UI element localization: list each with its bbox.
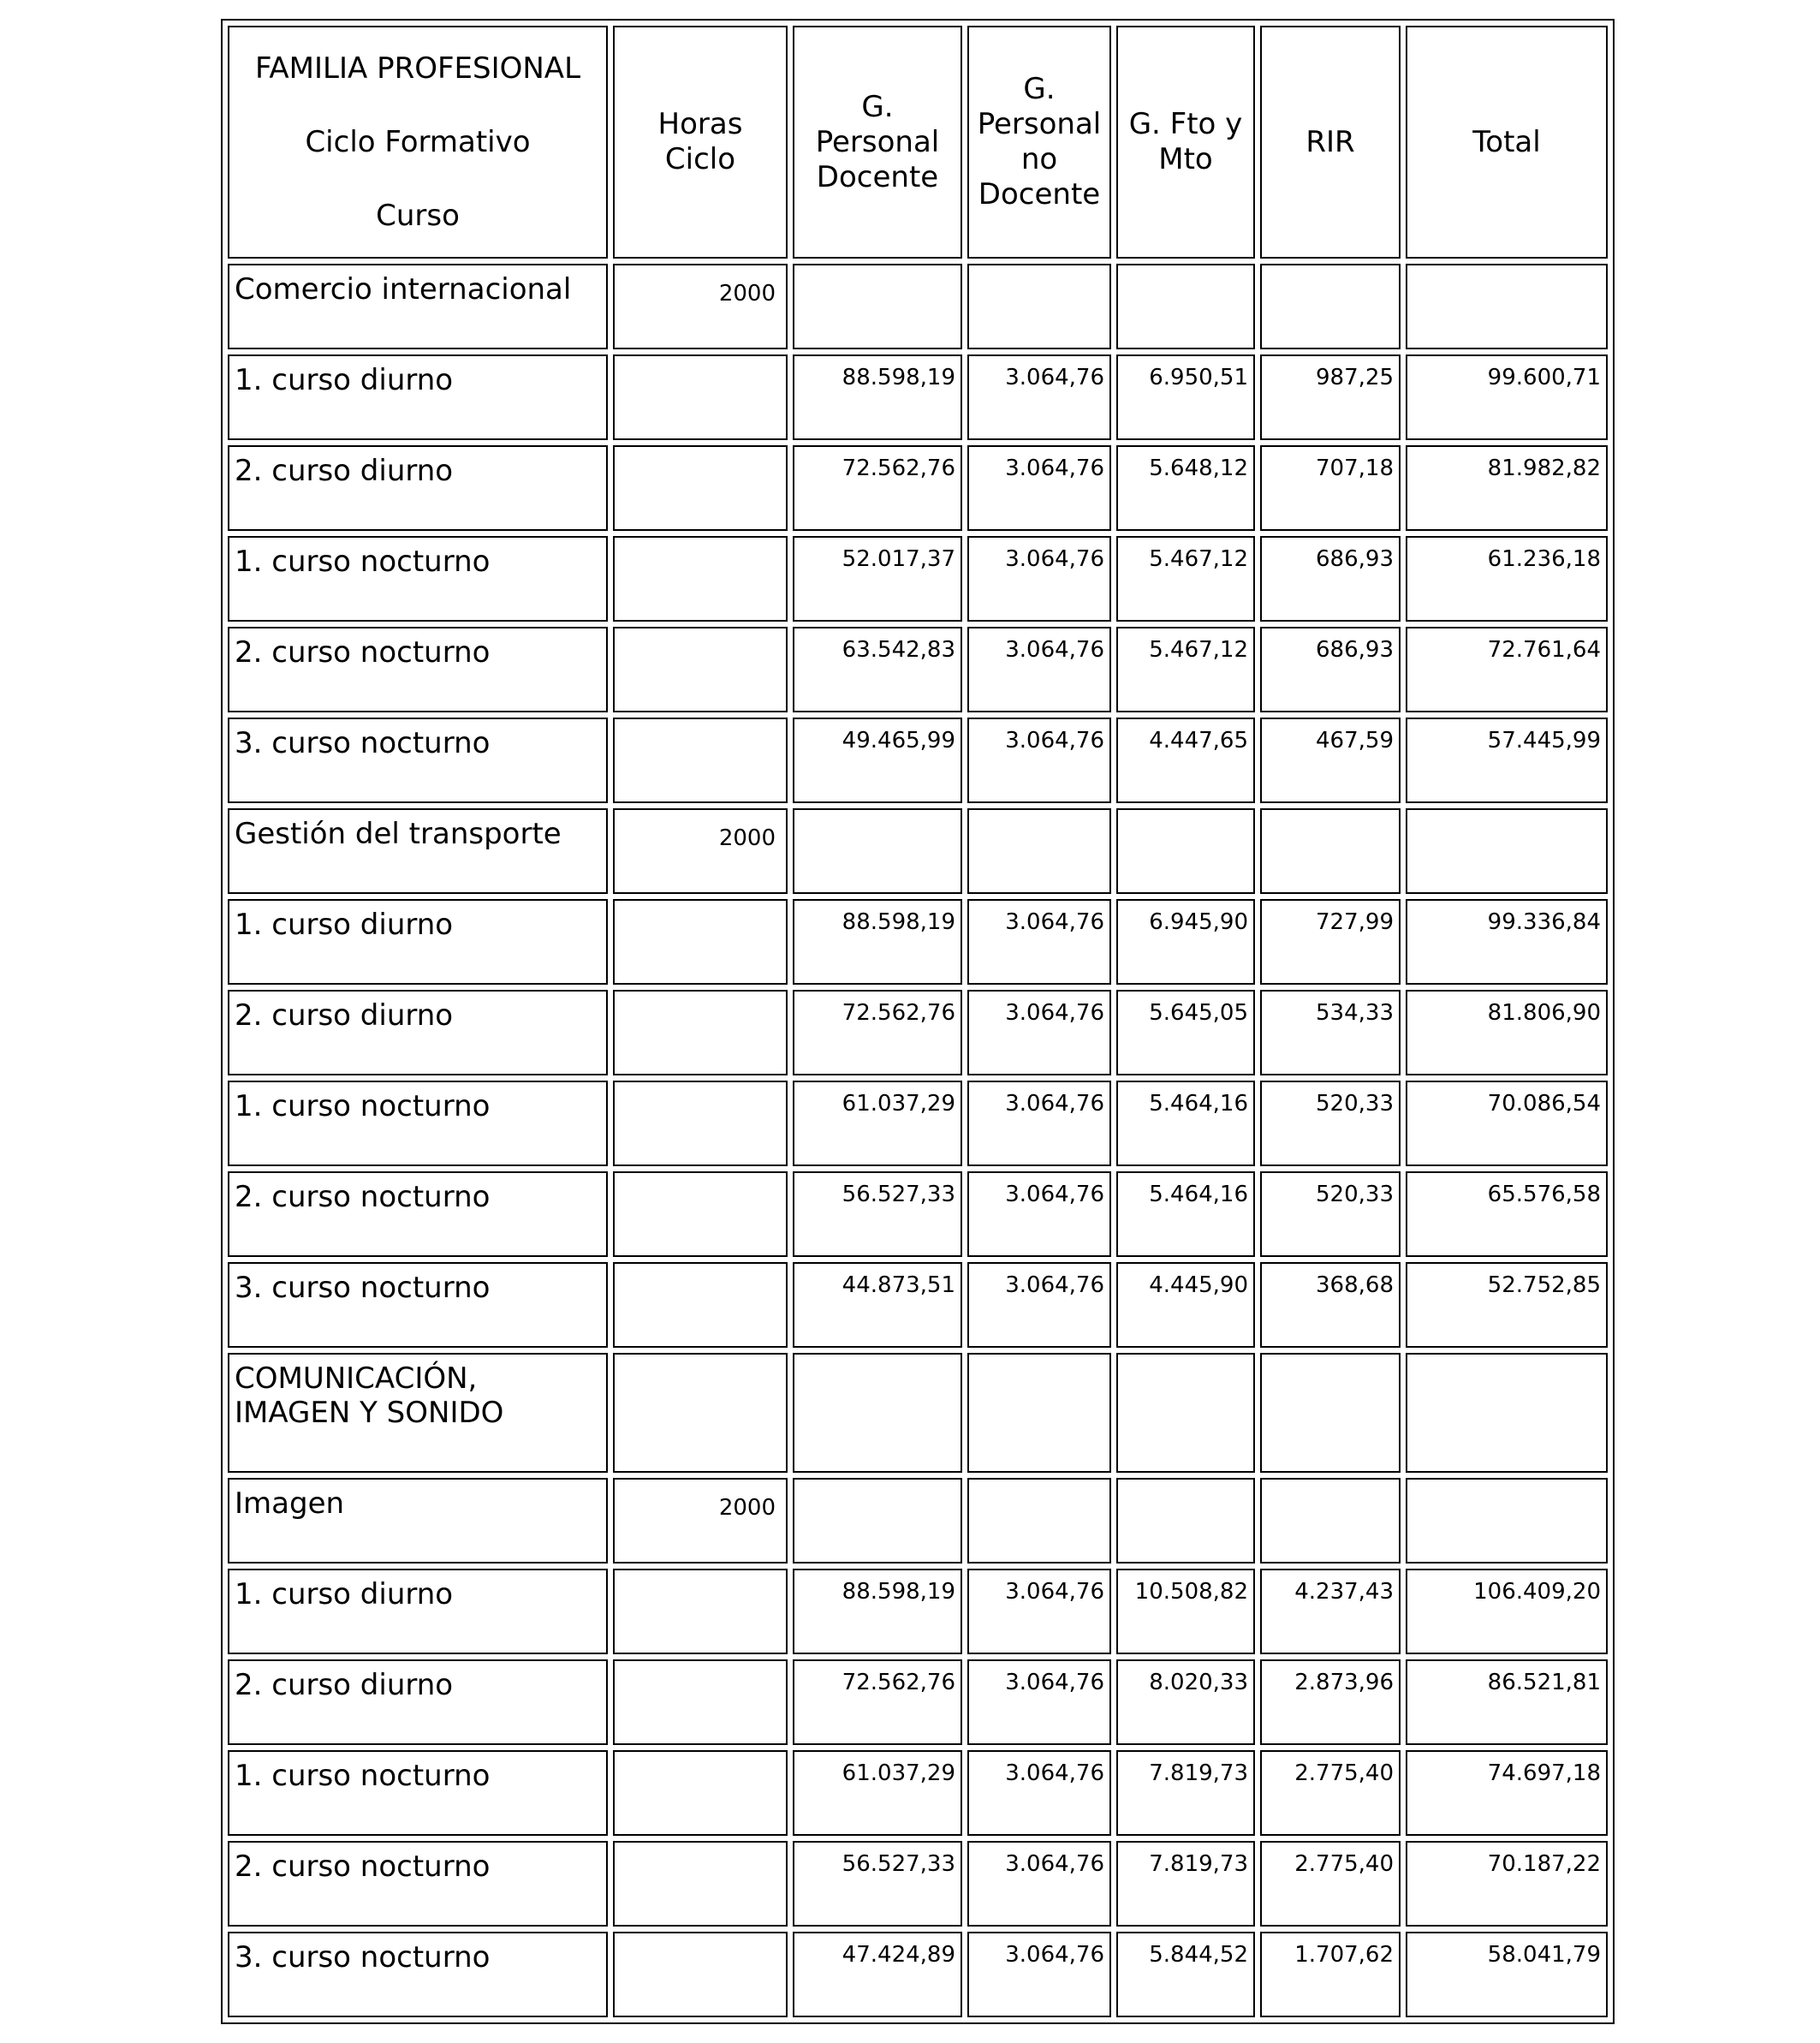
rir-cell: 686,93 (1260, 536, 1401, 622)
non-teaching-staff-cell: 3.064,76 (967, 1932, 1111, 2017)
course-label: 2. curso nocturno (228, 1171, 608, 1257)
non-teaching-staff-cell: 3.064,76 (967, 1841, 1111, 1927)
course-row (228, 990, 1608, 1075)
hours-cell (613, 1353, 788, 1473)
hours-cell (613, 1569, 788, 1654)
total-cell: 106.409,20 (1406, 1569, 1608, 1654)
hours-cell (613, 1171, 788, 1257)
total-cell (1406, 808, 1608, 894)
hours-cell: 2000 (613, 1478, 788, 1564)
non-teaching-staff-cell: 3.064,76 (967, 1171, 1111, 1257)
operation-maintenance-cell (1116, 1478, 1255, 1564)
course-label: 2. curso nocturno (228, 627, 608, 712)
course-row (228, 1081, 1608, 1166)
hours-cell: 2000 (613, 808, 788, 894)
teaching-staff-cell: 61.037,29 (793, 1750, 962, 1836)
teaching-staff-cell: 88.598,19 (793, 354, 962, 440)
course-row (228, 1932, 1608, 2017)
course-label: 2. curso diurno (228, 445, 608, 531)
total-cell: 99.600,71 (1406, 354, 1608, 440)
rir-cell (1260, 808, 1401, 894)
header-total: Total (1406, 26, 1608, 259)
rir-cell: 2.873,96 (1260, 1659, 1401, 1745)
cycle-label: Comercio internacional (228, 264, 608, 349)
operation-maintenance-cell (1116, 808, 1255, 894)
course-label: 1. curso diurno (228, 1569, 608, 1654)
non-teaching-staff-cell: 3.064,76 (967, 1081, 1111, 1166)
course-label: 1. curso nocturno (228, 1750, 608, 1836)
course-label: 3. curso nocturno (228, 1262, 608, 1348)
operation-maintenance-cell: 4.445,90 (1116, 1262, 1255, 1348)
course-row (228, 536, 1608, 622)
course-row (228, 1262, 1608, 1348)
operation-maintenance-cell: 5.467,12 (1116, 627, 1255, 712)
total-cell: 58.041,79 (1406, 1932, 1608, 2017)
course-label: 1. curso diurno (228, 354, 608, 440)
operation-maintenance-cell (1116, 1353, 1255, 1473)
course-label: 2. curso diurno (228, 990, 608, 1075)
teaching-staff-cell: 72.562,76 (793, 445, 962, 531)
course-row (228, 899, 1608, 985)
non-teaching-staff-cell: 3.064,76 (967, 990, 1111, 1075)
hours-cell (613, 627, 788, 712)
course-row (228, 1569, 1608, 1654)
rir-cell: 2.775,40 (1260, 1750, 1401, 1836)
teaching-staff-cell: 52.017,37 (793, 536, 962, 622)
teaching-staff-cell: 72.562,76 (793, 1659, 962, 1745)
header-family-cell (228, 26, 608, 259)
header-row (228, 26, 1608, 259)
header-cycle-label: Ciclo Formativo (305, 124, 531, 159)
total-cell: 57.445,99 (1406, 718, 1608, 803)
hours-cell (613, 1841, 788, 1927)
rir-cell: 467,59 (1260, 718, 1401, 803)
teaching-staff-cell: 47.424,89 (793, 1932, 962, 2017)
hours-cell (613, 1262, 788, 1348)
family-label: COMUNICACIÓN, IMAGEN Y SONIDO (228, 1353, 608, 1473)
cost-table-wrapper (221, 19, 1615, 2024)
non-teaching-staff-cell: 3.064,76 (967, 354, 1111, 440)
course-row (228, 718, 1608, 803)
total-cell: 81.982,82 (1406, 445, 1608, 531)
course-row (228, 354, 1608, 440)
teaching-staff-cell (793, 808, 962, 894)
hours-cell (613, 718, 788, 803)
course-label: 3. curso nocturno (228, 718, 608, 803)
hours-cell (613, 1750, 788, 1836)
operation-maintenance-cell: 5.464,16 (1116, 1081, 1255, 1166)
header-course-label: Curso (376, 198, 460, 233)
course-label: 3. curso nocturno (228, 1932, 608, 2017)
non-teaching-staff-cell: 3.064,76 (967, 1569, 1111, 1654)
operation-maintenance-cell: 8.020,33 (1116, 1659, 1255, 1745)
operation-maintenance-cell (1116, 264, 1255, 349)
table-body (228, 264, 1608, 2017)
rir-cell: 534,33 (1260, 990, 1401, 1075)
non-teaching-staff-cell (967, 1353, 1111, 1473)
operation-maintenance-cell: 5.844,52 (1116, 1932, 1255, 2017)
teaching-staff-cell: 72.562,76 (793, 990, 962, 1075)
total-cell (1406, 264, 1608, 349)
teaching-staff-cell: 63.542,83 (793, 627, 962, 712)
hours-cell (613, 990, 788, 1075)
course-label: 1. curso nocturno (228, 536, 608, 622)
header-teaching-staff: G. Personal Docente (793, 26, 962, 259)
hours-cell: 2000 (613, 264, 788, 349)
course-row (228, 1171, 1608, 1257)
rir-cell: 4.237,43 (1260, 1569, 1401, 1654)
non-teaching-staff-cell: 3.064,76 (967, 718, 1111, 803)
course-row (228, 445, 1608, 531)
rir-cell: 727,99 (1260, 899, 1401, 985)
teaching-staff-cell: 49.465,99 (793, 718, 962, 803)
operation-maintenance-cell: 6.945,90 (1116, 899, 1255, 985)
course-row (228, 1841, 1608, 1927)
teaching-staff-cell: 88.598,19 (793, 1569, 962, 1654)
hours-cell (613, 1659, 788, 1745)
hours-cell (613, 899, 788, 985)
operation-maintenance-cell: 5.467,12 (1116, 536, 1255, 622)
hours-cell (613, 1081, 788, 1166)
family-row (228, 1353, 1608, 1473)
total-cell: 52.752,85 (1406, 1262, 1608, 1348)
total-cell (1406, 1353, 1608, 1473)
rir-cell: 987,25 (1260, 354, 1401, 440)
header-rir: RIR (1260, 26, 1401, 259)
non-teaching-staff-cell (967, 1478, 1111, 1564)
operation-maintenance-cell: 5.645,05 (1116, 990, 1255, 1075)
cycle-row (228, 264, 1608, 349)
non-teaching-staff-cell: 3.064,76 (967, 536, 1111, 622)
rir-cell: 707,18 (1260, 445, 1401, 531)
operation-maintenance-cell: 4.447,65 (1116, 718, 1255, 803)
rir-cell (1260, 1478, 1401, 1564)
operation-maintenance-cell: 5.464,16 (1116, 1171, 1255, 1257)
operation-maintenance-cell: 7.819,73 (1116, 1750, 1255, 1836)
total-cell: 99.336,84 (1406, 899, 1608, 985)
operation-maintenance-cell: 10.508,82 (1116, 1569, 1255, 1654)
non-teaching-staff-cell: 3.064,76 (967, 1659, 1111, 1745)
total-cell: 74.697,18 (1406, 1750, 1608, 1836)
total-cell: 70.086,54 (1406, 1081, 1608, 1166)
hours-cell (613, 1932, 788, 2017)
cycle-row (228, 808, 1608, 894)
operation-maintenance-cell: 5.648,12 (1116, 445, 1255, 531)
rir-cell: 520,33 (1260, 1171, 1401, 1257)
rir-cell: 1.707,62 (1260, 1932, 1401, 2017)
non-teaching-staff-cell: 3.064,76 (967, 445, 1111, 531)
header-hours: Horas Ciclo (613, 26, 788, 259)
rir-cell: 368,68 (1260, 1262, 1401, 1348)
cycle-label: Imagen (228, 1478, 608, 1564)
total-cell: 70.187,22 (1406, 1841, 1608, 1927)
hours-cell (613, 536, 788, 622)
teaching-staff-cell: 56.527,33 (793, 1841, 962, 1927)
total-cell (1406, 1478, 1608, 1564)
operation-maintenance-cell: 7.819,73 (1116, 1841, 1255, 1927)
teaching-staff-cell: 56.527,33 (793, 1171, 962, 1257)
non-teaching-staff-cell (967, 264, 1111, 349)
operation-maintenance-cell: 6.950,51 (1116, 354, 1255, 440)
rir-cell: 520,33 (1260, 1081, 1401, 1166)
non-teaching-staff-cell: 3.064,76 (967, 627, 1111, 712)
header-non-teaching-staff: G. Personal no Docente (967, 26, 1111, 259)
teaching-staff-cell: 61.037,29 (793, 1081, 962, 1166)
course-label: 2. curso diurno (228, 1659, 608, 1745)
cycle-row (228, 1478, 1608, 1564)
rir-cell: 2.775,40 (1260, 1841, 1401, 1927)
course-row (228, 1750, 1608, 1836)
total-cell: 86.521,81 (1406, 1659, 1608, 1745)
header-family-label: FAMILIA PROFESIONAL (254, 51, 581, 86)
non-teaching-staff-cell: 3.064,76 (967, 1750, 1111, 1836)
rir-cell (1260, 264, 1401, 349)
non-teaching-staff-cell: 3.064,76 (967, 899, 1111, 985)
total-cell: 65.576,58 (1406, 1171, 1608, 1257)
total-cell: 72.761,64 (1406, 627, 1608, 712)
non-teaching-staff-cell (967, 808, 1111, 894)
teaching-staff-cell: 44.873,51 (793, 1262, 962, 1348)
teaching-staff-cell: 88.598,19 (793, 899, 962, 985)
total-cell: 81.806,90 (1406, 990, 1608, 1075)
non-teaching-staff-cell: 3.064,76 (967, 1262, 1111, 1348)
course-label: 1. curso nocturno (228, 1081, 608, 1166)
teaching-staff-cell (793, 1353, 962, 1473)
total-cell: 61.236,18 (1406, 536, 1608, 622)
hours-cell (613, 354, 788, 440)
teaching-staff-cell (793, 264, 962, 349)
course-row (228, 627, 1608, 712)
header-operation-maintenance: G. Fto y Mto (1116, 26, 1255, 259)
course-row (228, 1659, 1608, 1745)
rir-cell (1260, 1353, 1401, 1473)
teaching-staff-cell (793, 1478, 962, 1564)
course-label: 1. curso diurno (228, 899, 608, 985)
hours-cell (613, 445, 788, 531)
course-label: 2. curso nocturno (228, 1841, 608, 1927)
cost-table (221, 19, 1615, 2024)
rir-cell: 686,93 (1260, 627, 1401, 712)
cycle-label: Gestión del transporte (228, 808, 608, 894)
